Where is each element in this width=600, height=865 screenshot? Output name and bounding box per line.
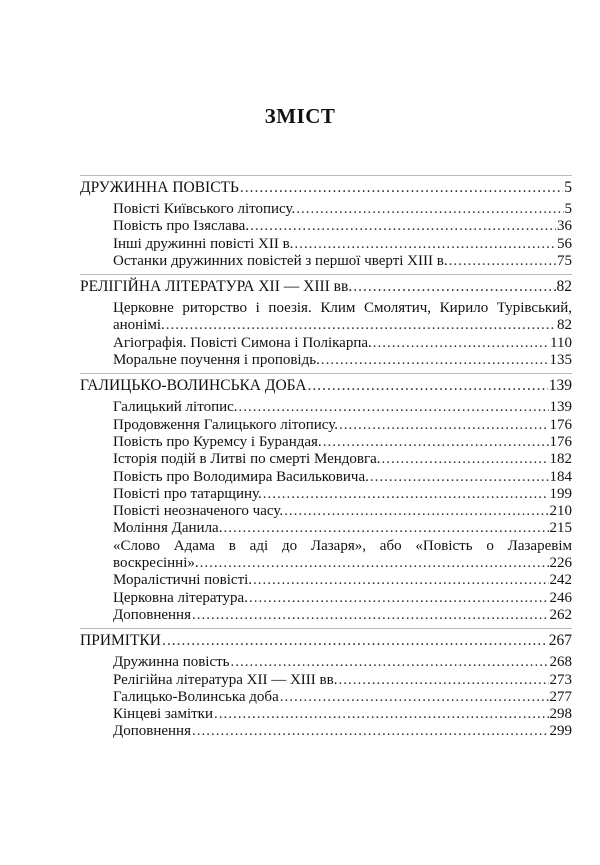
toc-entry[interactable] [80,723,572,740]
toc-entry[interactable] [80,253,572,270]
page-number: 139 [548,377,572,395]
page-number: 139 [549,399,572,416]
page-number: 242 [549,572,572,589]
entry-title: Галицький літопис. [113,399,238,416]
toc-entry[interactable] [80,352,572,369]
dot-leader [240,178,563,198]
page-number: 299 [549,723,572,740]
dot-leader [250,218,556,235]
entry-title-line1: «Слово Адама в аді до Лазаря», або «Повість о Лазаревім [113,537,572,554]
page-number: 110 [550,334,572,351]
page-number: 226 [549,555,572,572]
entry-title: Галицько-Волинська доба [113,688,279,705]
dot-leader [200,555,549,572]
entry-title: Повість про Куремсу і Бурандая. [113,433,322,450]
dot-leader [321,352,549,369]
entry-title: Доповнення [113,723,191,740]
toc-entry[interactable] [80,590,572,607]
page-number: 135 [549,352,572,369]
dot-leader [382,451,549,468]
page-number: 82 [557,317,572,334]
toc-entry[interactable] [80,417,572,434]
dot-leader [338,672,548,689]
page-number: 246 [549,589,572,606]
toc-entry[interactable] [80,486,572,503]
page-number: 262 [549,606,572,623]
toc-section [80,175,572,270]
dot-leader [223,520,548,537]
section-heading[interactable] [80,376,572,396]
dot-leader [214,706,549,723]
toc-entry[interactable] [80,236,572,253]
page-number: 298 [549,706,572,723]
dot-leader [192,723,549,740]
section-heading[interactable] [80,178,572,198]
toc-section [80,274,572,369]
entry-title: Повісті неозначеного часу. [113,503,284,520]
toc-entry[interactable] [80,503,572,520]
page-number: 5 [564,179,572,196]
entry-title: Агіографія. Повісті Симона і Полікарпа. [113,334,372,351]
toc-entry[interactable] [80,555,572,572]
dot-leader [296,201,563,218]
page-number: 273 [549,671,572,688]
entry-title: Кінцеві замітки [113,706,213,723]
toc-entry[interactable] [80,654,572,671]
toc-entry[interactable] [80,572,572,589]
section-heading[interactable] [80,277,572,297]
dot-leader [239,399,549,416]
page-number: 176 [549,416,572,433]
entry-title: Доповнення [113,606,191,623]
toc-entry[interactable] [80,317,572,334]
section-heading[interactable] [80,631,572,651]
entry-title: Моральне поучення і проповідь. [113,352,320,369]
dot-leader [231,654,549,671]
entry-title: Моралістичні повісті. [113,572,253,589]
page-number: 176 [549,433,572,450]
page-number: 210 [549,503,572,520]
entry-title: анонімі. [113,317,165,334]
dot-leader [339,417,548,434]
entry-title: воскресінні». [113,555,199,572]
page-number: 75 [557,252,572,269]
dot-leader [323,434,549,451]
page-number: 184 [549,468,572,485]
page-number: 268 [549,654,572,671]
page-number: 277 [549,688,572,705]
entry-title: Повість про Володимира Васильковича. [113,468,369,485]
page-number: 199 [549,485,572,502]
page-number: 56 [557,235,572,252]
dot-leader [294,236,556,253]
entry-title: Релігійна література XII — XIII вв. [113,671,338,688]
page-number: 82 [556,278,572,296]
toc-entry[interactable] [80,520,572,537]
dot-leader [166,317,556,334]
entry-title: ДРУЖИННА ПОВІСТЬ [80,179,239,196]
entry-title: РЕЛІГІЙНА ЛІТЕРАТУРА XII — XIII вв. [80,278,353,296]
dot-leader [263,486,549,503]
entry-title: Історія подій в Литві по смерті Мендовга. [113,451,381,468]
dot-leader [280,689,549,706]
entry-title: Дружинна повість [113,654,230,671]
toc-entry[interactable] [80,335,572,352]
entry-title: Повість про Ізяслава. [113,218,250,235]
dot-leader [284,503,548,520]
page-number: 36 [557,218,572,235]
toc-section [80,628,572,740]
page-number: 267 [548,632,572,650]
toc-entry[interactable] [80,399,572,416]
toc-entry[interactable] [80,706,572,723]
entry-title: Останки дружинних повістей з першої чверті XIII в. [113,252,448,269]
toc-entry[interactable] [80,434,572,451]
dot-leader [353,277,555,297]
toc-entry[interactable] [80,469,572,486]
toc-entry[interactable] [80,689,572,706]
entry-title-line1: Церковне риторство і поезія. Клим Смолятич, Кирило Турівський, [113,300,572,317]
entry-title: Інші дружинні повісті XII в. [113,235,294,252]
toc-entry[interactable] [80,672,572,689]
dot-leader [249,590,549,607]
table-of-contents [80,175,572,745]
toc-entry[interactable] [80,218,572,235]
page-number: 5 [564,201,572,217]
entry-title: Церковна література. [113,589,248,606]
entry-title: Повісті про татарщину. [113,485,262,502]
dot-leader [308,376,548,396]
entry-title: Моління Данила. [113,520,223,537]
dot-leader [253,572,548,589]
dot-leader [449,253,556,270]
page-number: 182 [549,451,572,468]
toc-entry[interactable] [80,201,572,218]
entry-title: ГАЛИЦЬКО-ВОЛИНСЬКА ДОБА [80,377,307,395]
page-number: 215 [549,520,572,537]
entry-title: ПРИМІТКИ [80,632,161,650]
entry-title: Повісті Київського літопису. [113,201,296,217]
page-title: ЗМІСТ [264,104,336,128]
dot-leader [370,469,549,486]
dot-leader [373,335,549,352]
dot-leader [192,607,549,624]
dot-leader [162,631,548,651]
toc-section [80,373,572,624]
entry-title: Продовження Галицького літопису. [113,416,339,433]
toc-entry[interactable] [80,451,572,468]
toc-entry[interactable] [80,607,572,624]
